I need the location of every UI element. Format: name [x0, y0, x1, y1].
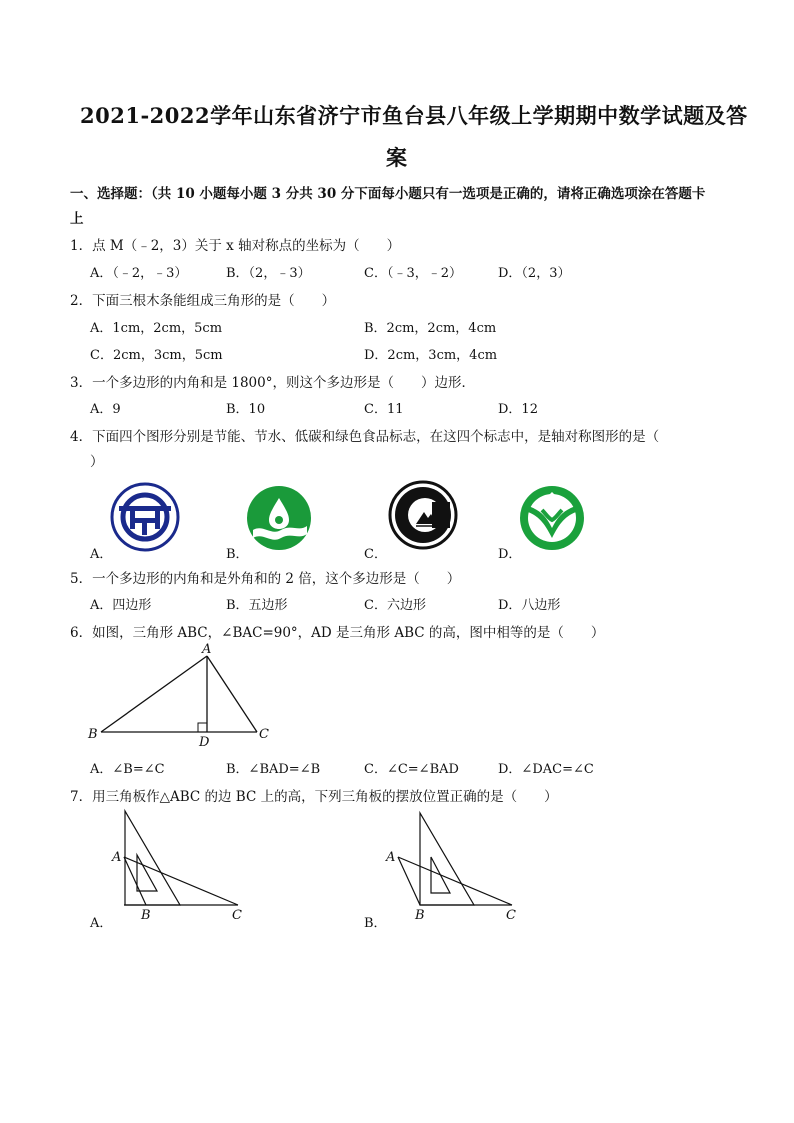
q6-option-c[interactable]: C．∠C=∠BAD — [364, 762, 459, 777]
q7a-label-a: A — [112, 850, 122, 865]
energy-saving-logo-icon — [110, 482, 180, 552]
q5-option-d[interactable]: D．八边形 — [498, 598, 561, 613]
q7b-label-b: B — [415, 908, 425, 923]
q1-option-c[interactable]: C．（﹣3，﹣2） — [364, 266, 462, 281]
q2-option-a[interactable]: A．1cm，2cm，5cm — [90, 321, 223, 336]
q7-option-b[interactable]: B． — [364, 916, 387, 931]
q4-option-c[interactable]: C． — [364, 547, 387, 562]
q3-option-c[interactable]: C．11 — [364, 402, 404, 417]
q6-label-a: A — [202, 642, 212, 657]
q1-stem: 1．点 M（﹣2，3）关于 x 轴对称点的坐标为（ ） — [70, 238, 401, 254]
page-title-line1: 2021-2022学年山东省济宁市鱼台县八年级上学期期中数学试题及答 — [80, 103, 748, 128]
q5-option-c[interactable]: C．六边形 — [364, 598, 426, 613]
q4-option-b[interactable]: B． — [226, 547, 249, 562]
q6-label-c: C — [259, 727, 269, 742]
q7b-label-c: C — [506, 908, 516, 923]
q4-stem-line1: 4．下面四个图形分别是节能、节水、低碳和绿色食品标志，在这四个标志中，是轴对称图形的是（ — [70, 429, 660, 445]
green-food-logo-icon — [518, 484, 586, 552]
section-header-line2: 上 — [70, 211, 84, 227]
section-header-line1: 一、选择题：（共 10 小题每小题 3 分共 30 分下面每小题只有一选项是正确的，请将正确选项涂在答题卡 — [70, 186, 706, 202]
q6-label-b: B — [88, 727, 98, 742]
q5-option-b[interactable]: B．五边形 — [226, 598, 288, 613]
q5-option-a[interactable]: A．四边形 — [90, 598, 152, 613]
q7a-label-b: B — [141, 908, 151, 923]
q1-option-d[interactable]: D．（2，3） — [498, 266, 571, 281]
q6-right-triangle-figure — [85, 642, 285, 752]
q6-option-b[interactable]: B．∠BAD=∠B — [226, 762, 321, 777]
q7b-label-a: A — [386, 850, 396, 865]
q6-label-d: D — [199, 735, 210, 750]
q5-stem: 5．一个多边形的内角和是外角和的 2 倍，这个多边形是（ ） — [70, 571, 461, 587]
q1-option-a[interactable]: A．（﹣2，﹣3） — [90, 266, 188, 281]
q7-stem: 7．用三角板作△ABC 的边 BC 上的高，下列三角板的摆放位置正确的是（ ） — [70, 789, 558, 805]
q6-stem: 6．如图，三角形 ABC，∠BAC=90°，AD 是三角形 ABC 的高，图中相等的是（ ） — [70, 625, 605, 641]
q7-figure-b — [384, 805, 534, 925]
q3-option-b[interactable]: B．10 — [226, 402, 266, 417]
q4-stem-line2: ） — [90, 454, 104, 470]
q6-option-d[interactable]: D．∠DAC=∠C — [498, 762, 594, 777]
water-saving-logo-icon — [245, 484, 313, 552]
q3-option-a[interactable]: A．9 — [90, 402, 121, 417]
q7-option-a[interactable]: A． — [90, 916, 113, 931]
q4-option-d[interactable]: D． — [498, 547, 522, 562]
q7-figure-a — [108, 805, 258, 925]
q2-stem: 2．下面三根木条能组成三角形的是（ ） — [70, 293, 336, 309]
q3-stem: 3．一个多边形的内角和是 1800°，则这个多边形是（ ）边形． — [70, 375, 475, 391]
q1-option-b[interactable]: B．（2，﹣3） — [226, 266, 311, 281]
q6-option-a[interactable]: A．∠B=∠C — [90, 762, 165, 777]
q7a-label-c: C — [232, 908, 242, 923]
q2-option-b[interactable]: B．2cm，2cm，4cm — [364, 321, 497, 336]
q4-option-a[interactable]: A． — [90, 547, 113, 562]
q3-option-d[interactable]: D．12 — [498, 402, 538, 417]
q2-option-d[interactable]: D．2cm，3cm，4cm — [364, 348, 498, 363]
q2-option-c[interactable]: C．2cm，3cm，5cm — [90, 348, 223, 363]
page-title-line2: 案 — [386, 145, 408, 170]
low-carbon-logo-icon — [388, 480, 458, 550]
